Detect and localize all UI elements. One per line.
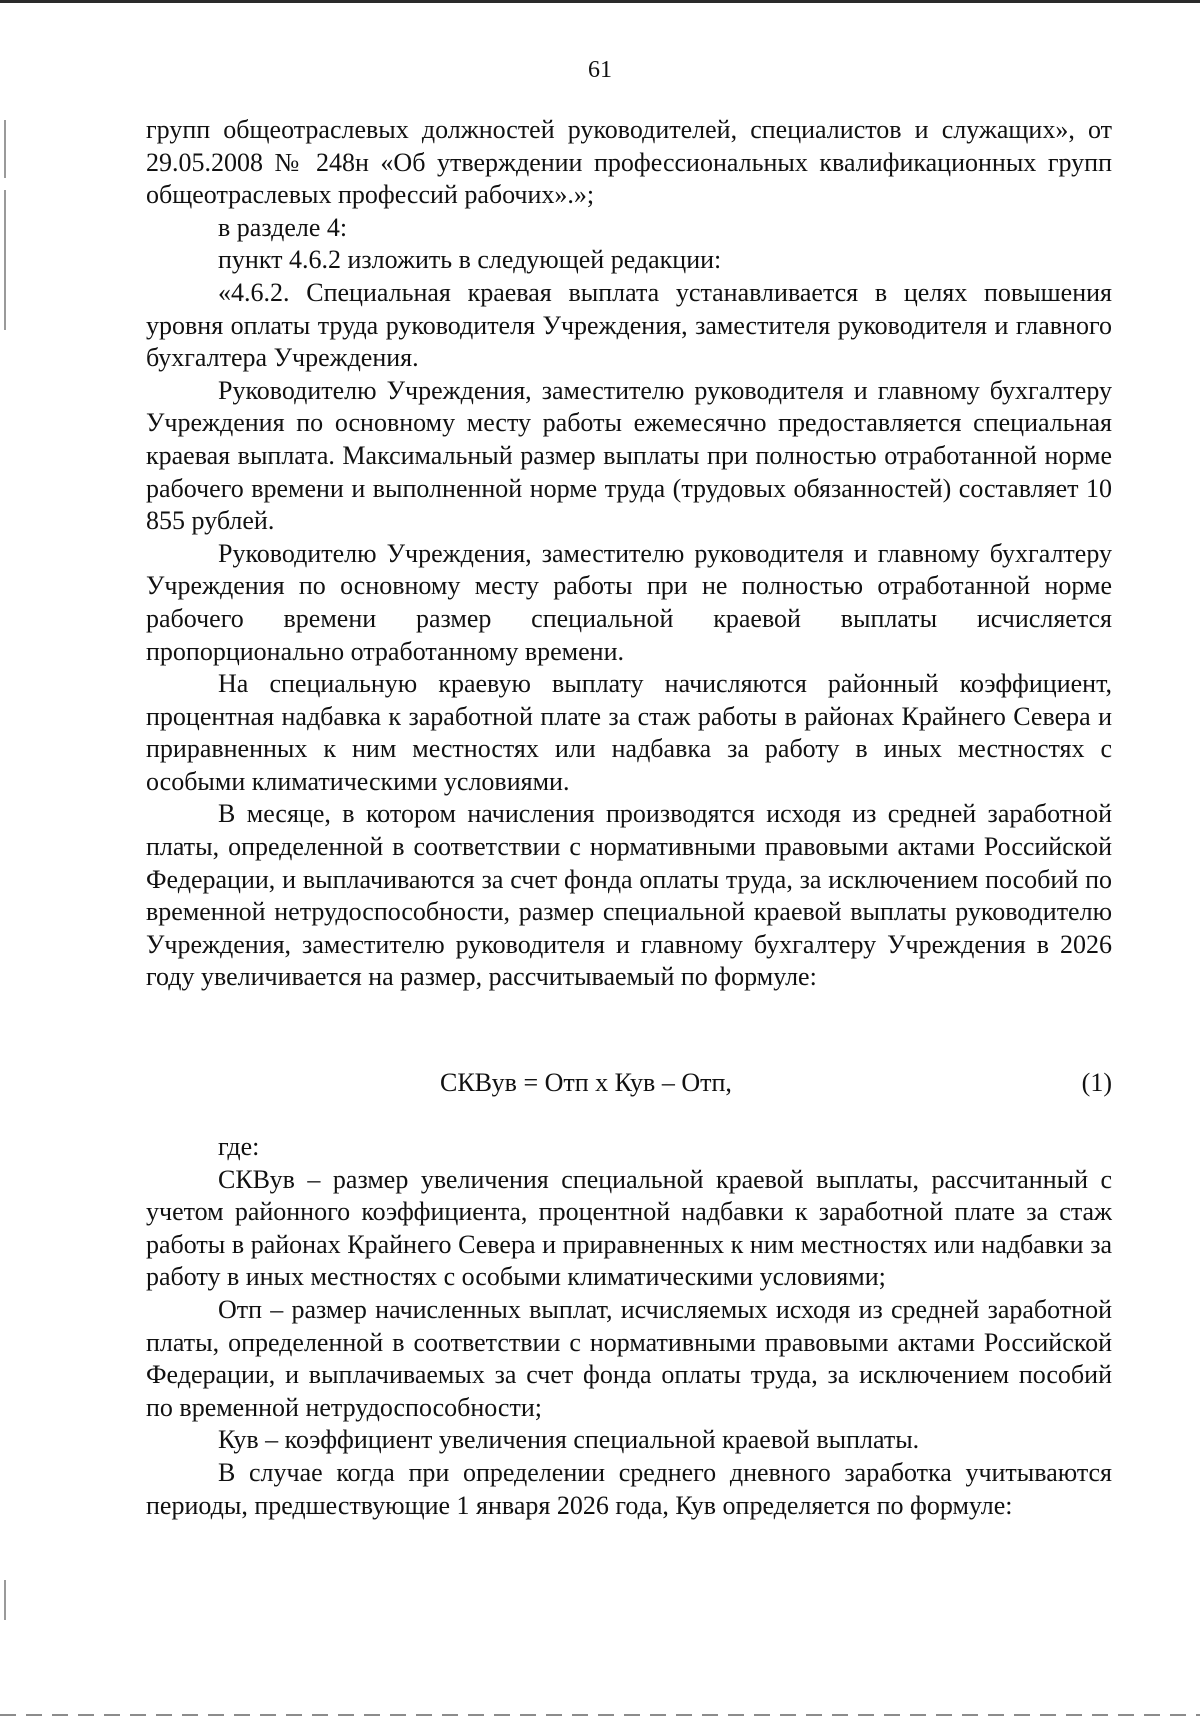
paragraph: «4.6.2. Специальная краевая выплата устанавливается в целях повышения уровня оплаты труда руководителя Учреждения, заместителя руководителя и главного бухгалтера Учреждения. [146, 277, 1112, 373]
paragraph: СКВув – размер увеличения специальной краевой выплаты, рассчитанный с учетом районного коэффициента, процентной надбавки к заработной плате за стаж работы в районах Крайнего Севера и приравненных к ним местностях или надбавки за работу в иных местностях с особыми климатическими условиями; [146, 1164, 1112, 1292]
scan-left-mark [4, 1580, 6, 1620]
formula-number: (1) [1081, 1068, 1112, 1097]
paragraph: Руководителю Учреждения, заместителю руководителя и главному бухгалтеру Учреждения по основному месту работы при не полностью отработанной норме рабочего времени размер специальной краевой выплаты исчисляется пропорционально отработанному времени. [146, 538, 1112, 666]
paragraph: Отп – размер начисленных выплат, исчисляемых исходя из средней заработной платы, определенной в соответствии с нормативными правовыми актами Российской Федерации, и выплачиваемых за счет фонда оплаты труда, за исключением пособий по временной нетрудоспособности; [146, 1294, 1112, 1422]
paragraph: В месяце, в котором начисления производятся исходя из средней заработной платы, определенной в соответствии с нормативными правовыми актами Российской Федерации, и выплачиваются за счет фонда оплаты труда, за исключением пособий по временной нетрудоспособности, размер специальной краевой выплаты руководителю Учреждения, заместителю руководителя и главному бухгалтеру Учреждения в 2026 году увеличивается на размер, рассчитываемый по формуле: [146, 799, 1112, 992]
formula-line [146, 1066, 1112, 1100]
body-text-upper [146, 114, 1112, 994]
scan-top-edge [0, 0, 1200, 3]
paragraph: где: [218, 1132, 260, 1161]
paragraph: На специальную краевую выплату начисляются районный коэффициент, процентная надбавка к заработной плате за стаж работы в районах Крайнего Севера и приравненных к ним местностях или надбавка за работу в иных местностях с особыми климатическими условиями. [146, 669, 1112, 796]
paragraph: групп общеотраслевых должностей руководителей, специалистов и служащих», от 29.05.2008 № 248н «Об утверждении профессиональных квалификационных групп общеотраслевых профессий рабочих».»; [146, 115, 1112, 210]
formula-expression: СКВув = Отп х Кув – Отп, [440, 1068, 732, 1097]
paragraph: Руководителю Учреждения, заместителю руководителя и главному бухгалтеру Учреждения по основному месту работы ежемесячно предоставляется специальная краевая выплата. Максимальный размер выплаты при полностью отработанной норме рабочего времени и выполненной норме труда (трудовых обязанностей) составляет 10 855 рублей. [146, 375, 1112, 536]
paragraph: В случае когда при определении среднего дневного заработка учитываются периоды, предшествующие 1 января 2026 года, Кув определяется по формуле: [146, 1457, 1112, 1520]
paragraph: Кув – коэффициент увеличения специальной краевой выплаты. [218, 1425, 920, 1455]
page-number: 61 [588, 57, 612, 83]
scan-left-mark [4, 190, 6, 330]
paragraph: в разделе 4: [218, 212, 348, 242]
scan-bottom-edge [0, 1714, 1200, 1716]
body-text-lower [146, 1131, 1112, 1522]
scan-left-mark [4, 120, 6, 178]
paragraph: пункт 4.6.2 изложить в следующей редакции: [218, 245, 722, 275]
